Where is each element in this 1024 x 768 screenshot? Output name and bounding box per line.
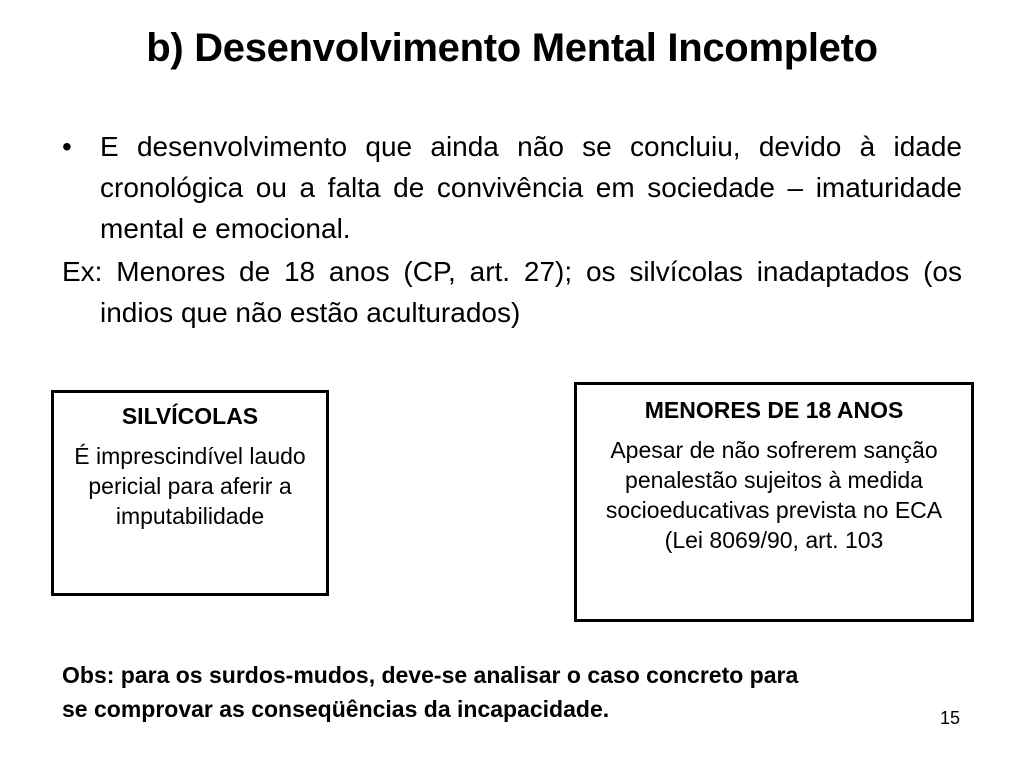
bullet-item [62, 126, 962, 249]
menores-heading: MENORES DE 18 ANOS [644, 397, 904, 423]
silvicolas-box [51, 390, 329, 596]
slide-title: b) Desenvolvimento Mental Incompleto [146, 26, 878, 70]
example-text: Ex: Menores de 18 anos (CP, art. 27); os silvícolas inadaptados (os indios que não estão aculturados) [62, 256, 962, 328]
page-number: 15 [939, 708, 960, 728]
observation-note: Obs: para os surdos-mudos, deve-se analisar o caso concreto para se comprovar as conseqüências da incapacidade. [62, 662, 799, 722]
main-content [62, 126, 962, 333]
menores-box [574, 382, 974, 622]
silvicolas-heading: SILVÍCOLAS [121, 403, 259, 429]
silvicolas-body: É imprescindível laudo pericial para aferir a imputabilidade [74, 443, 306, 529]
menores-body: Apesar de não sofrerem sanção penalestão sujeitos à medida socioeducativas prevista no ECA (Lei 8069/90, art. 103 [605, 437, 943, 553]
bullet-marker: • [62, 131, 72, 162]
bullet-text: E desenvolvimento que ainda não se concluiu, devido à idade cronológica ou a falta de convivência em sociedade – imaturidade mental e emocional. [100, 131, 962, 244]
